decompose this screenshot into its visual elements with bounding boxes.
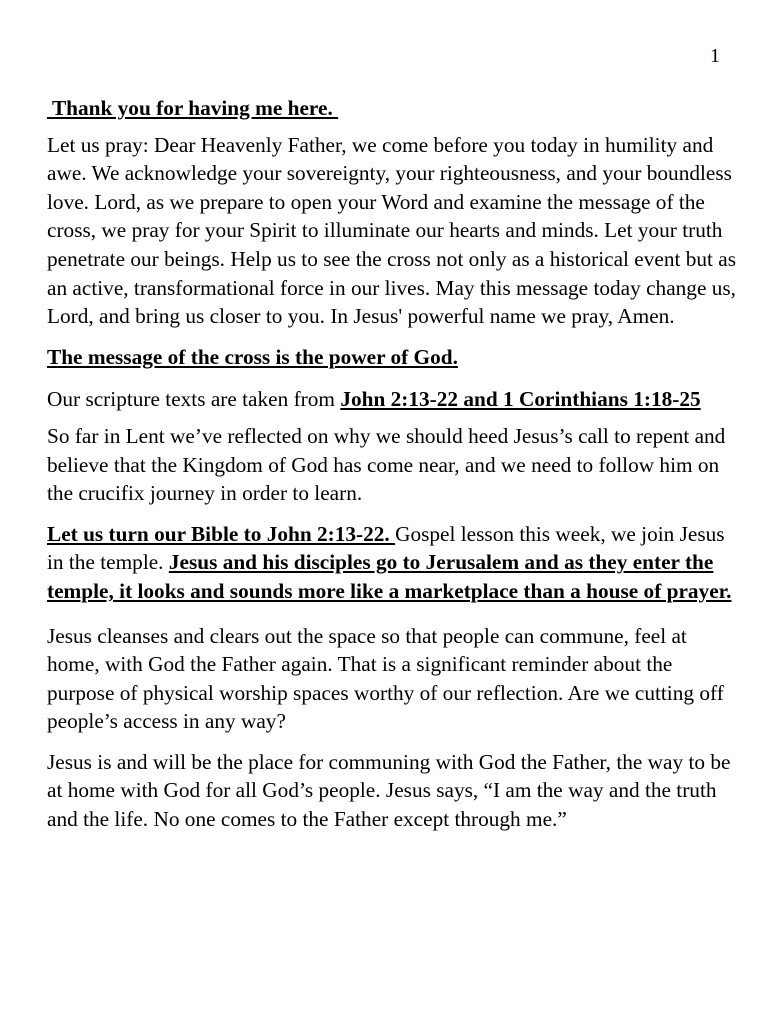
bible-turn-paragraph <box>47 520 737 606</box>
cleanses-paragraph: Jesus cleanses and clears out the space so that people can commune, feel at home, with God the Father again. That is a significant reminder about the purpose of physical worship spaces worthy of our reflection. Are we cutting off people’s access in any way? <box>47 623 724 734</box>
opening-prayer: Let us pray: Dear Heavenly Father, we come before you today in humility and awe. We acknowledge your sovereignty, your righteousness, and your boundless love. Lord, as we prepare to open your Word and examine the message of the cross, we pray for your Spirit to illuminate our hearts and minds. Let your truth penetrate our beings. Help us to see the cross not only as a historical event but as an active, transformational force in our lives. May this message today change us, Lord, and bring us closer to you. In Jesus' powerful name we pray, Amen. <box>47 132 737 329</box>
document-body <box>47 94 737 846</box>
lent-paragraph: So far in Lent we’ve reflected on why we should heed Jesus’s call to repent and believe that the Kingdom of God has come near, and we need to follow him on the crucifix journey in order to learn. <box>47 423 726 506</box>
page-number: 1 <box>710 45 720 67</box>
greeting-heading: Thank you for having me here. <box>47 96 339 120</box>
bible-turn-bold-end: Jesus and his disciples go to Jerusalem and as they enter the temple, it looks and sounds more like a marketplace than a house of prayer. <box>47 550 732 603</box>
bible-turn-bold: Let us turn our Bible to John 2:13-22. <box>47 521 396 546</box>
bible-turn-plain: Gospel lesson this week, we join Jesus in the temple. <box>47 521 725 575</box>
scripture-refs: John 2:13-22 and 1 Corinthians 1:18-25 <box>340 387 701 412</box>
scripture-intro: Our scripture texts are taken from <box>47 387 341 412</box>
sermon-title: The message of the cross is the power of God. <box>47 344 458 369</box>
scripture-reference-paragraph <box>47 385 737 414</box>
communing-paragraph: Jesus is and will be the place for communing with God the Father, the way to be at home with God for all God’s people. Jesus says, “I am the way and the truth and the life. No one comes to the Father except through me.” <box>47 749 731 832</box>
